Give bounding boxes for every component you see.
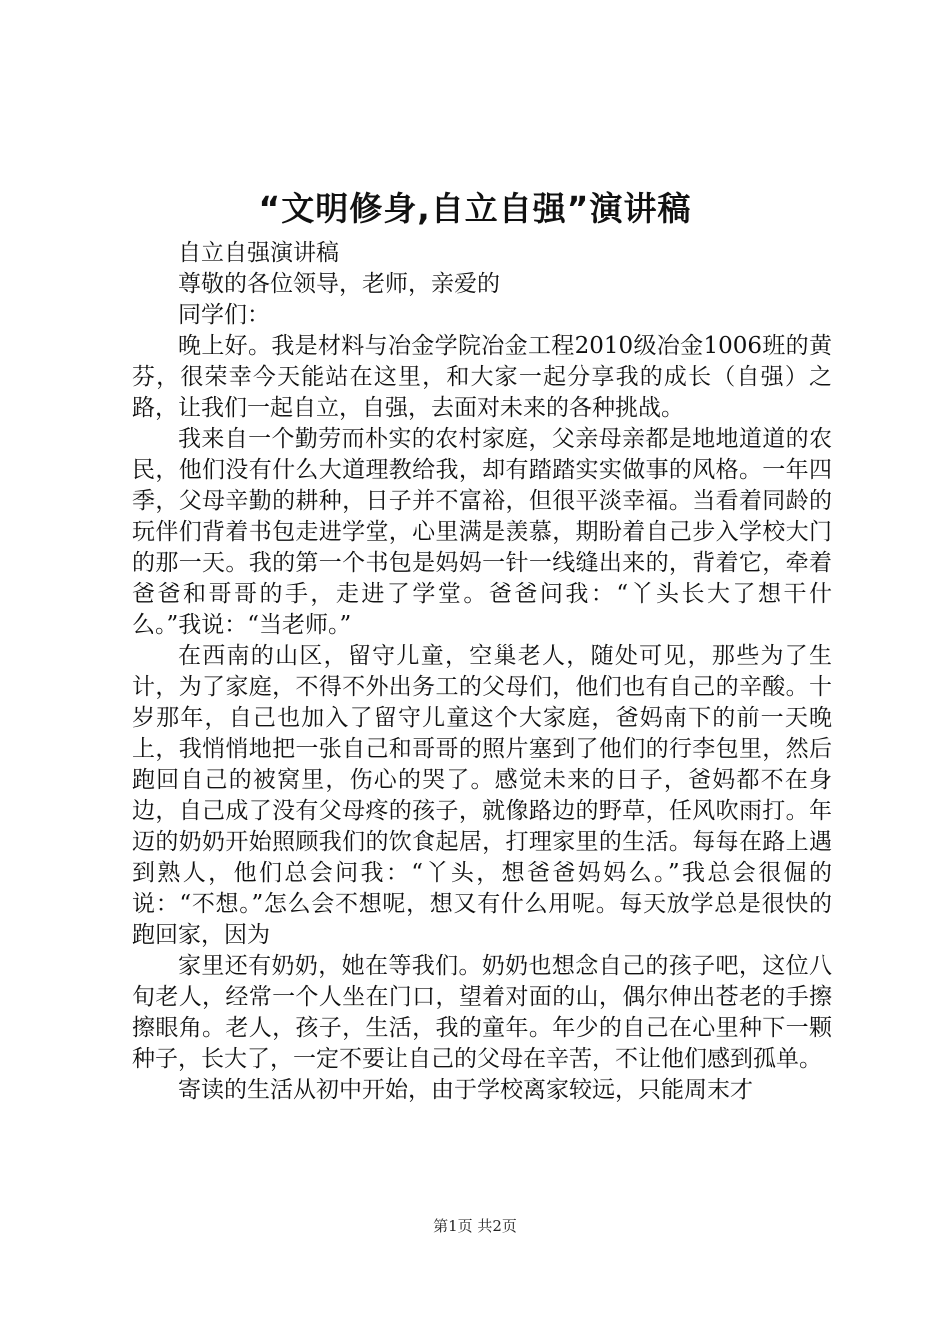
paragraph-boarding: 寄读的生活从初中开始，由于学校离家较远，只能周末才	[178, 1077, 753, 1103]
paragraph-subtitle: 自立自强演讲稿	[178, 240, 339, 266]
paragraph-salutation: 尊敬的各位领导，老师，亲爱的	[178, 271, 500, 297]
paragraph-intro: 晚上好。我是材料与冶金学院冶金工程2010级冶金1006班的黄芬，很荣幸今天能站在这里，和大家一起分享我的成长（自强）之路，让我们一起自立，自强，去面对未来的各种挑战。	[132, 333, 832, 421]
paragraph-salutation-cont: 同学们：	[178, 302, 270, 328]
page-footer: 第1页 共2页	[433, 1217, 517, 1235]
document-body	[132, 238, 832, 1106]
paragraph-left-behind: 在西南的山区，留守儿童，空巢老人，随处可见，那些为了生计，为了家庭，不得不外出务工的父母们，他们也有自己的辛酸。十岁那年，自己也加入了留守儿童这个大家庭，爸妈南下的前一天晚上，我悄悄地把一张自己和哥哥的照片塞到了他们的行李包里，然后跑回自己的被窝里，伤心的哭了。感觉未来的日子，爸妈都不在身边，自己成了没有父母疼的孩子，就像路边的野草，任风吹雨打。年迈的奶奶开始照顾我们的饮食起居，打理家里的生活。每每在路上遇到熟人，他们总会问我：“丫头，想爸爸妈妈么。”我总会很倔的说：“不想。”怎么会不想呢，想又有什么用呢。每天放学总是很快的跑回家，因为	[132, 643, 832, 948]
paragraph-family: 我来自一个勤劳而朴实的农村家庭，父亲母亲都是地地道道的农民，他们没有什么大道理教给我，却有踏踏实实做事的风格。一年四季，父母辛勤的耕种，日子并不富裕，但很平淡幸福。当看着同龄的玩伴们背着书包走进学堂，心里满是羡慕，期盼着自己步入学校大门的那一天。我的第一个书包是妈妈一针一线缝出来的，背着它，牵着爸爸和哥哥的手，走进了学堂。爸爸问我：“丫头长大了想干什么。”我说：“当老师。”	[132, 426, 832, 638]
document-title: “文明修身,自立自强”演讲稿	[258, 189, 692, 228]
paragraph-grandmother: 家里还有奶奶，她在等我们。奶奶也想念自己的孩子吧，这位八旬老人，经常一个人坐在门口，望着对面的山，偶尔伸出苍老的手擦擦眼角。老人，孩子，生活，我的童年。年少的自己在心里种下一颗种子，长大了，一定不要让自己的父母在辛苦，不让他们感到孤单。	[132, 953, 832, 1072]
